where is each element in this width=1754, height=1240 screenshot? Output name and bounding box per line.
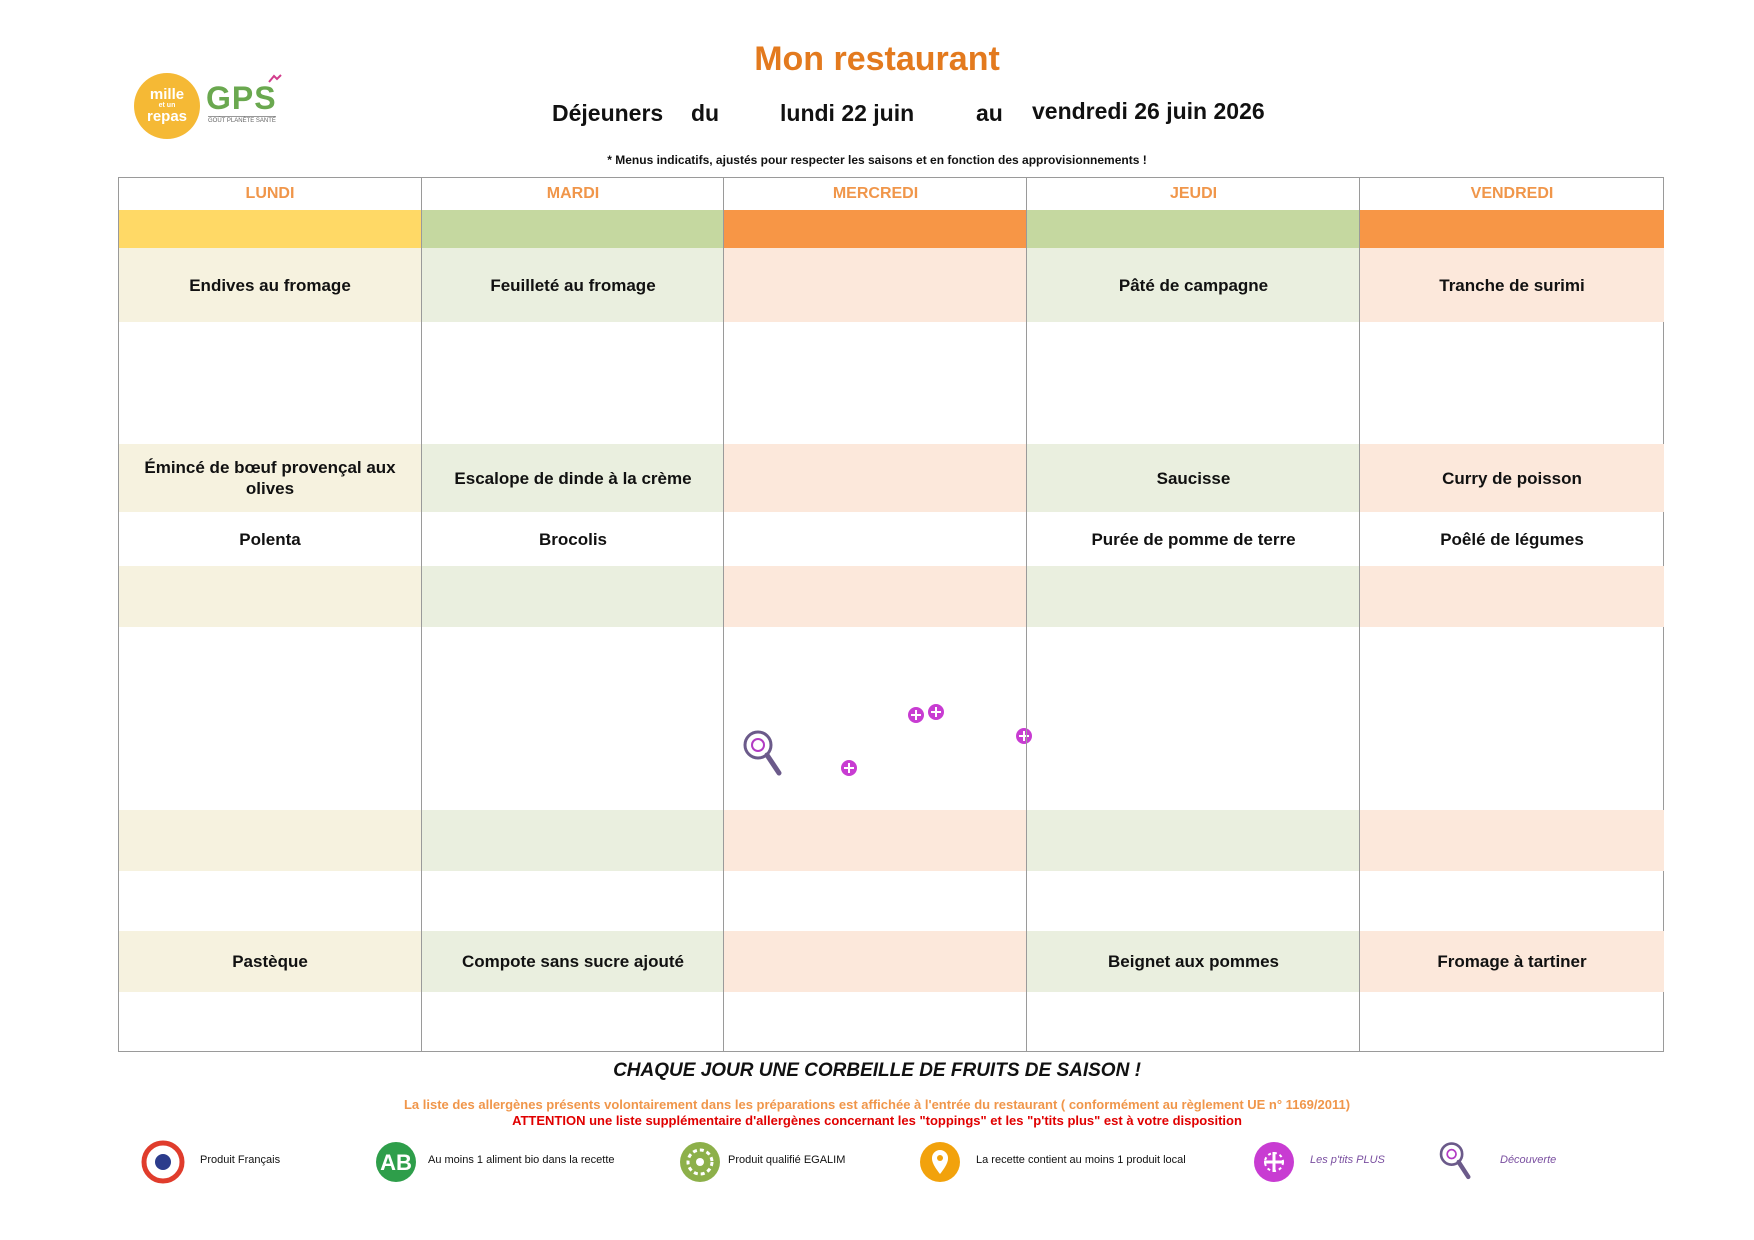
extra-row-cell <box>724 810 1027 871</box>
dessert-cell: Beignet aux pommes <box>1027 931 1360 992</box>
legend-label: Au moins 1 aliment bio dans la recette <box>428 1154 615 1166</box>
organic-ab-icon <box>374 1140 418 1184</box>
day-header: LUNDI <box>119 178 421 211</box>
day-color-band <box>119 210 421 248</box>
legend-label: Découverte <box>1500 1154 1557 1166</box>
day-header: JEUDI <box>1027 178 1360 211</box>
end-date: vendredi 26 juin 2026 <box>1032 98 1265 124</box>
discovery-icon <box>1434 1140 1478 1184</box>
ptits-plus-icon <box>927 703 945 721</box>
starter-cell: Feuilleté au fromage <box>422 248 724 322</box>
dairy-cell <box>119 566 421 627</box>
page-title: Mon restaurant <box>754 40 1000 78</box>
day-header: MARDI <box>422 178 724 211</box>
day-color-band <box>1027 210 1360 248</box>
local-pin-icon <box>918 1140 962 1184</box>
legend-label: Les p'tits PLUS <box>1310 1154 1385 1166</box>
seasonal-fruit-banner: CHAQUE JOUR UNE CORBEILLE DE FRUITS DE SAISON ! <box>613 1060 1141 1081</box>
extra-row-cell <box>1027 810 1360 871</box>
side-dish-cell: Brocolis <box>538 529 608 549</box>
main-dish-cell: Saucisse <box>1027 444 1360 512</box>
main-dish-cell: Curry de poisson <box>1360 444 1664 512</box>
french-flag-icon <box>141 1140 185 1184</box>
day-column-thursday <box>1026 178 1360 1051</box>
main-dish-cell: Émincé de bœuf provençal aux olives <box>119 444 421 512</box>
day-column-friday <box>1359 178 1664 1051</box>
day-column-monday <box>119 178 421 1051</box>
mille-repas-logo: mille et un repas <box>134 73 200 139</box>
legend-label: Produit Français <box>200 1154 281 1166</box>
day-column-wednesday <box>723 178 1027 1051</box>
main-dish-cell <box>724 444 1027 512</box>
main-dish-cell: Escalope de dinde à la crème <box>422 444 724 512</box>
dessert-cell: Fromage à tartiner <box>1360 931 1664 992</box>
side-dish-cell: Purée de pomme de terre <box>1091 529 1296 549</box>
legend-label: Produit qualifié EGALIM <box>728 1154 846 1166</box>
to-label: au <box>976 100 1003 126</box>
ptits-plus-icon <box>1252 1140 1296 1184</box>
day-column-tuesday <box>421 178 724 1051</box>
dessert-cell: Compote sans sucre ajouté <box>422 931 724 992</box>
starter-cell: Tranche de surimi <box>1360 248 1664 322</box>
day-color-band <box>422 210 724 248</box>
day-header: MERCREDI <box>724 178 1027 211</box>
allergens-info: La liste des allergènes présents volontairement dans les préparations est affichée à l'entrée du restaurant ( conformément au règlement UE n° 1169/2011) <box>403 1097 1351 1112</box>
allergens-warning: ATTENTION une liste supplémentaire d'allergènes concernant les "toppings" et les "p'tits plus" est à votre disposition <box>512 1113 1242 1128</box>
discovery-icon <box>742 729 784 779</box>
dairy-cell <box>1027 566 1360 627</box>
day-header: VENDREDI <box>1360 178 1664 211</box>
extra-row-cell <box>422 810 724 871</box>
starter-cell: Pâté de campagne <box>1027 248 1360 322</box>
legend-label: La recette contient au moins 1 produit local <box>976 1154 1186 1166</box>
gps-logo-mark <box>268 74 282 84</box>
starter-cell: Endives au fromage <box>119 248 421 322</box>
extra-row-cell <box>1360 810 1664 871</box>
side-dish-cell <box>724 512 1027 566</box>
start-date: lundi 22 juin <box>780 100 915 126</box>
extra-row-cell <box>119 810 421 871</box>
ptits-plus-icon <box>840 759 858 777</box>
svg-text:AB: AB <box>380 1150 412 1175</box>
dessert-cell: Pastèque <box>119 931 421 992</box>
menu-disclaimer: * Menus indicatifs, ajustés pour respecter les saisons et en fonction des approvisionnements ! <box>607 153 1147 167</box>
ptits-plus-icon <box>907 706 925 724</box>
dairy-cell <box>422 566 724 627</box>
dairy-cell <box>1360 566 1664 627</box>
gps-logo: GPS <box>206 80 277 116</box>
gps-logo-tagline: GOÛT PLANÈTE SANTÉ <box>208 118 276 124</box>
meal-label: Déjeuners <box>552 100 664 126</box>
starter-cell <box>724 248 1027 322</box>
from-label: du <box>691 100 720 126</box>
side-dish-cell: Poêlé de légumes <box>1440 529 1584 549</box>
weekly-menu-table <box>118 177 1664 1052</box>
day-color-band <box>724 210 1027 248</box>
day-color-band <box>1360 210 1664 248</box>
dessert-cell <box>724 931 1027 992</box>
egalim-icon <box>678 1140 722 1184</box>
side-dish-cell: Polenta <box>239 529 301 549</box>
dairy-cell <box>724 566 1027 627</box>
